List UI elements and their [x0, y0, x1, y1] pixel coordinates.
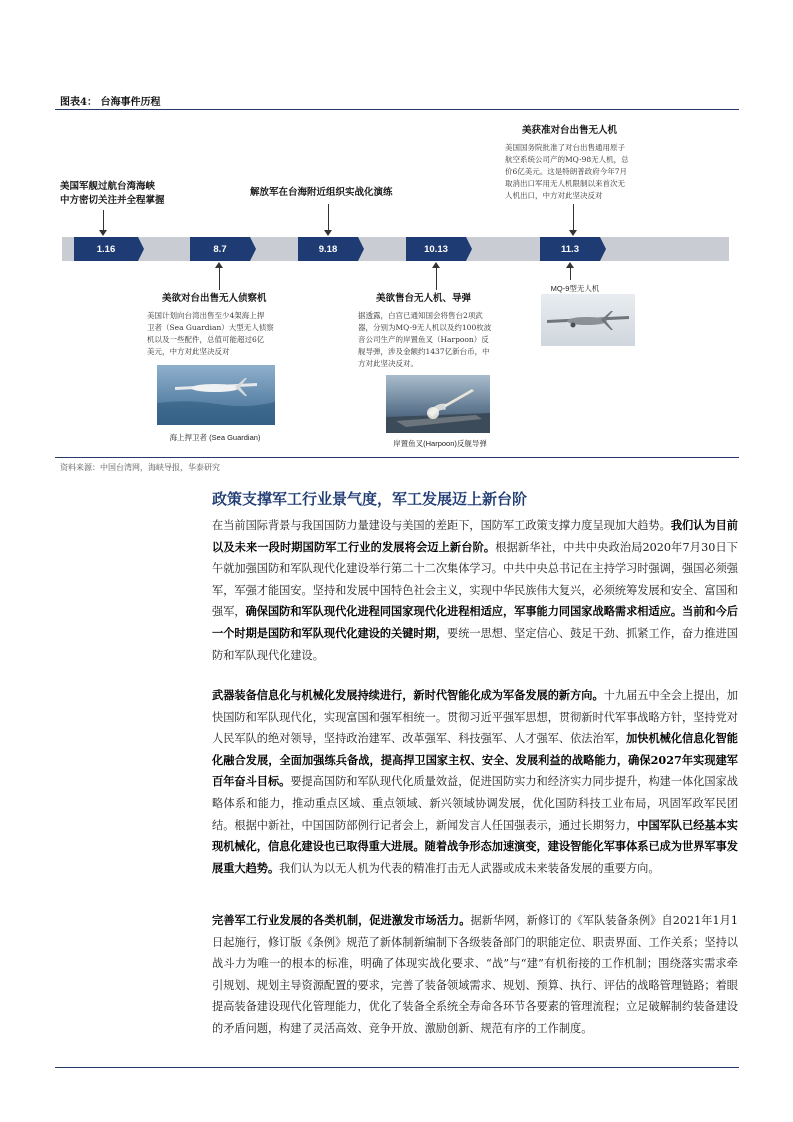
event-title-9-18: [250, 186, 393, 200]
caption-mq9: MQ-9型无人机: [550, 284, 600, 293]
sea-guardian-photo: [157, 365, 275, 425]
event-title-line: 中方密切关注并全程掌握: [60, 195, 165, 206]
emphasis-text: 武器装备信息化与机械化发展持续进行，新时代智能化成为军备发展的新方向。: [212, 688, 604, 702]
timeline-date-10-13: [406, 237, 466, 261]
paragraph-policy: [212, 515, 738, 666]
body-text: 我们认为以无人机为代表的精准打击无人武器或成未来装备发展的重要方向。: [279, 861, 660, 875]
mq9-drone-photo: [541, 294, 635, 346]
timeline-date-11-3: [540, 237, 600, 261]
paragraph-weapons: [212, 685, 738, 879]
event-text-11-3: [505, 142, 629, 202]
figure-source: 资料来源：中国台湾网，海峡导报，华泰研究: [60, 463, 220, 472]
body-text: 要统一思想、坚定信心、鼓足干劲、抓紧工作，奋力推进国防和军队现代化建设。: [212, 626, 738, 662]
arrow-down-icon: [324, 230, 332, 236]
caption-harpoon: 岸置鱼叉(Harpoon)反舰导弹: [393, 439, 487, 448]
timeline-date-label: 1.16: [96, 243, 116, 255]
connector-line: [219, 266, 220, 290]
event-title-8-7: 美欲对台出售无人侦察机: [162, 293, 267, 304]
event-text-line: 音公司生产的岸置鱼叉（Harpoon）反: [358, 335, 489, 344]
event-text-line: 美国国务院批准了对台出售通用原子: [505, 143, 625, 152]
event-title-line: 美国军舰过航台湾海峡: [60, 181, 156, 192]
timeline-date-label: 11.3: [561, 243, 579, 255]
paragraph-mechanism: [212, 910, 738, 1040]
event-text-line: 舰导弹，涉及金额约1437亿新台币，中: [358, 347, 490, 356]
emphasis-text: 我们认为目前以及未来一段时期国防军工行业的发展将会迈上新台阶。: [212, 518, 738, 554]
emphasis-text: 中国军队已经基本实现机械化，信息化建设也已取得重大进展。随着战争形态加速演变，建设智能化军事体系已成为世界军事发展重大趋势。: [212, 817, 738, 875]
event-text-line: 美元，中方对此坚决反对: [147, 347, 230, 356]
emphasis-text: 加快机械化信息化智能化融合发展，全面加强练兵备战，提高捍卫国家主权、安全、发展利益的战略能力，确保2027年实现建军百年奋斗目标。: [212, 731, 738, 789]
body-text: 在当前国际背景与我国国防力量建设与美国的差距下，国防军工政策支撑力度呈现加大趋势。: [212, 519, 671, 532]
footer-rule: [55, 1067, 739, 1068]
emphasis-text: 完善军工行业发展的各类机制，促进激发市场活力。: [212, 913, 471, 927]
event-text-line: 航空系统公司产的MQ-98无人机，总: [505, 155, 629, 164]
timeline-date-9-18: [298, 237, 358, 261]
connector-line: [570, 266, 571, 280]
emphasis-text: 确保国防和军队现代化进程同国家现代化进程相适应，军事能力同国家战略需求相适应。当前和今后一个时期是国防和军队现代化建设的关键时期，: [212, 604, 738, 640]
event-text-line: 器，分别为MQ-9无人机以及约100枚波: [358, 323, 492, 332]
source-rule: [55, 457, 739, 458]
connector-line: [328, 204, 329, 232]
event-text-line: 方对此坚决反对。: [358, 359, 418, 368]
event-text-line: 美国计划向台湾出售至少4架海上捍: [147, 311, 265, 320]
figure-title: 图表4： 台海事件历程: [60, 97, 161, 108]
connector-line: [436, 266, 437, 290]
event-text-line: 据透露，白宫已通知国会将售台2项武: [358, 311, 483, 320]
timeline-bar: [62, 237, 729, 261]
body-text: 要提高国防和军队现代化质量效益，促进国防实力和经济实力同步提升，构建一体化国家战略体系和能力，推动重点区域、重点领域、新兴领域协调发展，优化国防科技工业布局，巩固军政军民团结。根据中新社，中国国防部例行记者会上，新闻发言人任国强表示，通过长期努力，: [212, 775, 738, 832]
event-title-11-3: [522, 124, 617, 138]
event-title-line: 解放军在台海附近组织实战化演练: [250, 187, 393, 198]
timeline-date-8-7: [190, 237, 250, 261]
event-text-line: 价6亿美元。这是特朗普政府今年7月: [505, 167, 628, 176]
arrow-down-icon: [99, 230, 107, 236]
section-heading: 政策支撑军工行业景气度，军工发展迈上新台阶: [212, 490, 528, 508]
event-text-8-7: [147, 310, 274, 358]
timeline-date-label: 8.7: [213, 243, 227, 255]
harpoon-missile-photo: [386, 375, 490, 433]
caption-sea-guardian: 海上捍卫者 (Sea Guardian): [169, 433, 261, 442]
event-title-line: 美获准对台出售无人机: [522, 125, 618, 136]
body-text: 根据新华社，中共中央政治局2020年7月30日下午就加强国防和军队现代化建设举行第二十二次集体学习。中共中央总书记在主持学习时强调，强国必须强军，军强才能国安。坚持和发展中国特色社会主义，实现中华民族伟大复兴，必须统筹发展和安全、富国和强军，: [212, 540, 738, 619]
event-text-10-13: [358, 310, 491, 370]
connector-line: [103, 210, 104, 232]
event-title-1-16: [60, 180, 165, 208]
timeline-date-label: 10.13: [424, 243, 448, 255]
body-text: 据新华网，新修订的《军队装备条例》自2021年1月1日起施行，修订版《条例》规范了新体制新编制下各级装备部门的职能定位、职责界面、工作关系；坚持以战斗力为唯一的根本的标准，明确了体现实战化要求、“战”与“建”有机衔接的工作机制；围绕落实需求牵引规划、规划主导资源配置的要求，完善了装备领域需求、规划、预算、执行、评估的战略管理链路；着眼提高装备建设现代化管理能力，优化了装备全系统全寿命各环节各要素的管理流程；立足破解制约装备建设的矛盾问题，构建了灵活高效、竞争开放、激励创新、规范有序的工作制度。: [212, 914, 738, 1035]
body-text: 十九届五中全会上提出，加快国防和军队现代化，实现富国和强军相统一。贯彻习近平强军思想，贯彻新时代军事战略方针，坚持党对人民军队的绝对领导，坚持政治建军、改革强军、科技强军、人才强军、依法治军，: [212, 689, 738, 746]
connector-line: [573, 204, 574, 232]
event-text-line: 取消出口军用无人机限制以来首次无: [505, 179, 625, 188]
timeline-date-label: 9.18: [318, 243, 338, 255]
event-text-line: 机以及一些配件，总值可能超过6亿: [147, 335, 265, 344]
header-rule: [55, 109, 739, 110]
event-title-10-13: 美欲售台无人机、导弹: [376, 293, 472, 304]
event-text-line: 卫者（Sea Guardian）大型无人侦察: [147, 323, 274, 332]
arrow-down-icon: [569, 230, 577, 236]
timeline-date-1-16: [74, 237, 138, 261]
event-text-line: 人机出口，中方对此坚决反对: [505, 191, 603, 200]
